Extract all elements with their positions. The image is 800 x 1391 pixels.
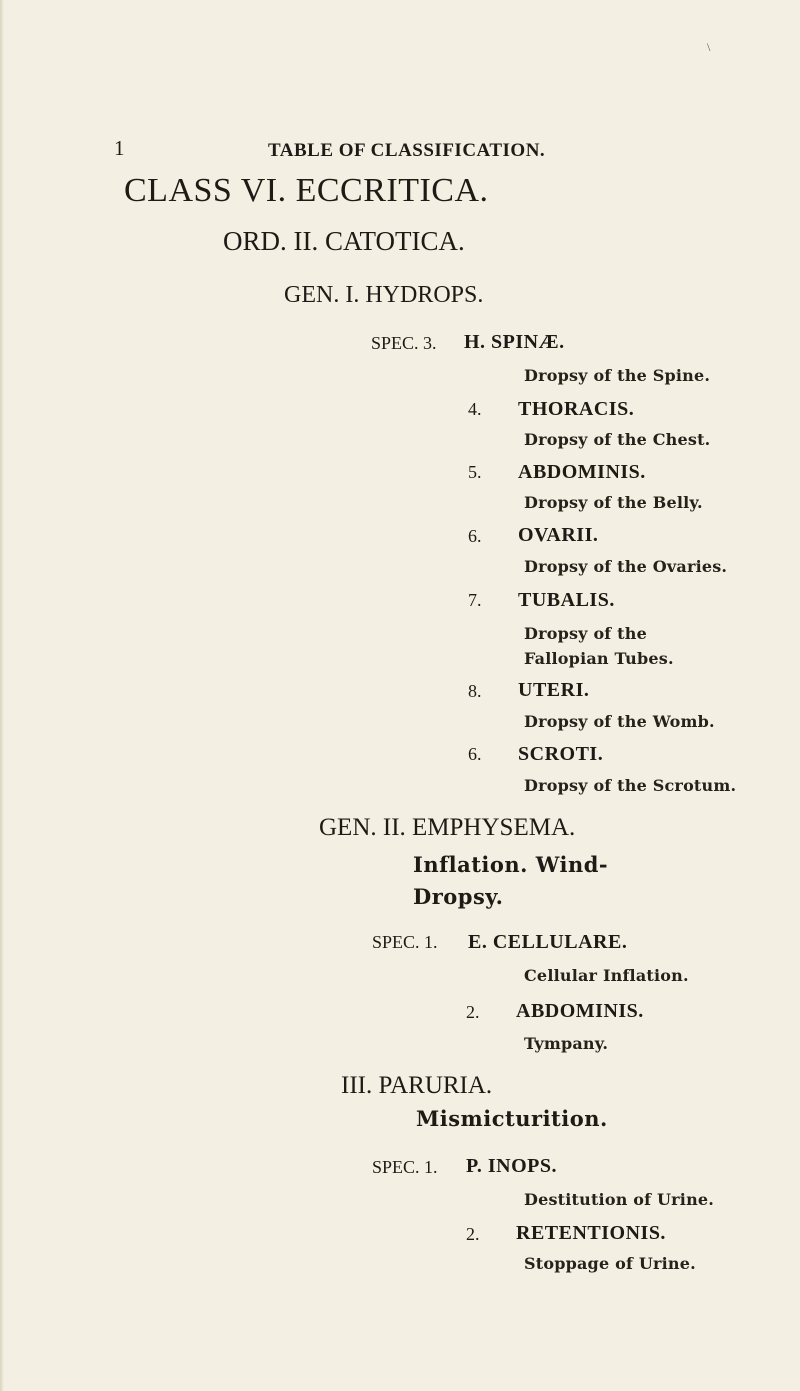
- species-latin: THORACIS.: [518, 398, 635, 420]
- species-latin: H. SPINÆ.: [464, 331, 565, 353]
- species-latin: E. CELLULARE.: [468, 931, 628, 953]
- corner-mark: \: [707, 40, 711, 54]
- genus-english-line1: Inflation. Wind-: [413, 852, 609, 877]
- page-number: 1: [114, 136, 125, 160]
- running-head: TABLE OF CLASSIFICATION.: [268, 140, 546, 161]
- species-english: Stoppage of Urine.: [524, 1254, 696, 1273]
- spec-label: SPEC. 1.: [372, 932, 438, 952]
- species-number: 8.: [468, 681, 482, 701]
- genus-title: GEN. I. HYDROPS.: [284, 282, 484, 308]
- species-latin: UTERI.: [518, 679, 590, 701]
- order-title: ORD. II. CATOTICA.: [223, 226, 465, 256]
- species-latin: RETENTIONIS.: [516, 1222, 666, 1244]
- species-latin: TUBALIS.: [518, 589, 615, 611]
- page-edge: [0, 0, 4, 1391]
- species-english: Dropsy of the Belly.: [524, 493, 703, 512]
- species-latin: ABDOMINIS.: [516, 1000, 644, 1022]
- class-title: CLASS VI. ECCRITICA.: [124, 172, 489, 209]
- species-english: Dropsy of the Womb.: [524, 712, 715, 731]
- species-number: 6.: [468, 744, 482, 764]
- species-english: Dropsy of the Ovaries.: [524, 557, 728, 576]
- species-number: 4.: [468, 399, 482, 419]
- genus-title: III. PARURIA.: [341, 1072, 493, 1099]
- species-english: Tympany.: [524, 1034, 609, 1053]
- species-english: Dropsy of the Scrotum.: [524, 776, 737, 795]
- species-latin: ABDOMINIS.: [518, 461, 646, 483]
- species-latin: SCROTI.: [518, 743, 604, 765]
- species-latin: P. INOPS.: [466, 1155, 558, 1177]
- genus-english-line2: Dropsy.: [413, 884, 504, 909]
- species-number: 6.: [468, 526, 482, 546]
- spec-label: SPEC. 3.: [371, 333, 437, 353]
- species-number: 7.: [468, 590, 482, 610]
- genus-title: GEN. II. EMPHYSEMA.: [319, 814, 576, 841]
- spec-label: SPEC. 1.: [372, 1157, 438, 1177]
- species-number: 5.: [468, 462, 482, 482]
- species-latin: OVARII.: [518, 524, 599, 546]
- species-english: Dropsy of the Chest.: [524, 430, 711, 449]
- genus-english: Mismicturition.: [416, 1106, 608, 1131]
- species-english: Destitution of Urine.: [524, 1190, 715, 1209]
- species-english: Dropsy of the Spine.: [524, 366, 711, 385]
- species-english: Dropsy of the Fallopian Tubes.: [524, 624, 674, 668]
- species-number: 2.: [466, 1002, 480, 1022]
- species-number: 2.: [466, 1224, 480, 1244]
- species-english: Cellular Inflation.: [524, 966, 689, 985]
